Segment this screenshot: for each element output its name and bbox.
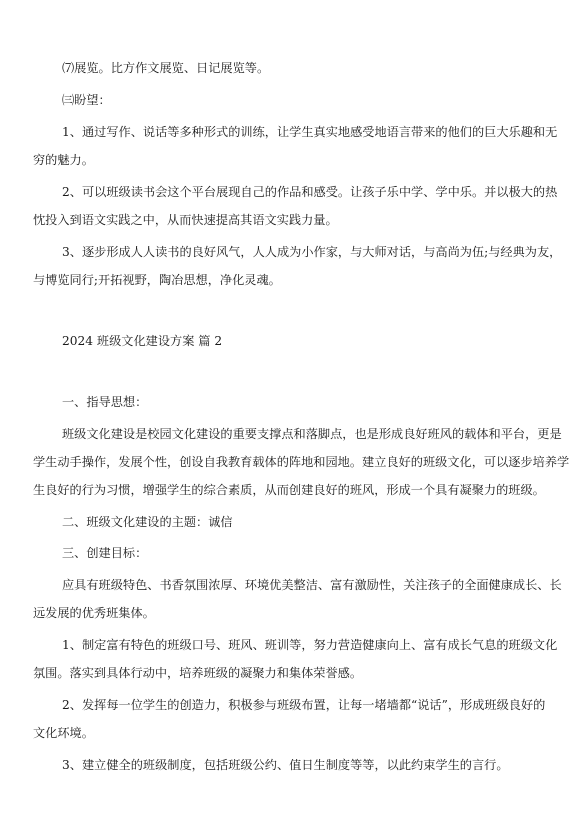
para-exhibition: ⑺展览。比方作文展览、日记展览等。 (62, 61, 270, 75)
hope-item-2: 2、可以班级读书会这个平台展现自己的作品和感受。让孩子乐中学、学中乐。并以极大的热 (62, 185, 558, 199)
guiding-para-line-2: 学生动手操作，发展个性，创设自我教育载体的阵地和园地。建立良好的班级文化，可以逐步培养学 (33, 455, 570, 469)
guiding-para-line-1: 班级文化建设是校园文化建设的重要支撑点和落脚点，也是形成良好班风的载体和平台，更是 (62, 427, 562, 441)
heading-guiding-thought: 一、指导思想： (62, 395, 148, 409)
hope-item-3-cont: 与博览同行;开拓视野，陶冶思想，净化灵魂。 (33, 273, 281, 287)
heading-goals: 三、创建目标： (62, 546, 148, 560)
hope-item-3: 3、逐步形成人人读书的良好风气，人人成为小作家，与大师对话，与高尚为伍;与经典为友， (62, 245, 562, 259)
guiding-para-line-3: 生良好的行为习惯，增强学生的综合素质，从而创建良好的班风，形成一个具有凝聚力的班级。 (33, 483, 545, 497)
goal-item-2: 2、发挥每一位学生的创造力，积极参与班级布置，让每一堵墙都“说话”，形成班级良好的 (62, 698, 546, 712)
heading-theme: 二、班级文化建设的主题：诚信 (62, 515, 233, 529)
hope-item-2-cont: 忱投入到语文实践之中，从而快速提高其语文实践力量。 (33, 213, 338, 227)
goal-item-1-cont: 氛围。落实到具体行动中，培养班级的凝聚力和集体荣誉感。 (33, 666, 363, 680)
goal-item-2-cont: 文化环境。 (33, 726, 94, 740)
goals-para-line-1: 应具有班级特色、书香氛围浓厚、环境优美整洁、富有激励性，关注孩子的全面健康成长、长 (62, 578, 562, 592)
hope-item-1-cont: 穷的魅力。 (33, 153, 94, 167)
heading-hope: ㈢盼望： (62, 93, 111, 107)
hope-item-1: 1、通过写作、说话等多种形式的训练，让学生真实地感受地语言带来的他们的巨大乐趣和无 (62, 125, 558, 139)
goals-para-line-2: 远发展的优秀班集体。 (33, 606, 155, 620)
section-title: 2024 班级文化建设方案 篇 2 (62, 334, 223, 348)
goal-item-1: 1、制定富有特色的班级口号、班风、班训等，努力营造健康向上、富有成长气息的班级文化 (62, 638, 558, 652)
goal-item-3: 3、建立健全的班级制度，包括班级公约、值日生制度等等，以此约束学生的言行。 (62, 758, 509, 772)
